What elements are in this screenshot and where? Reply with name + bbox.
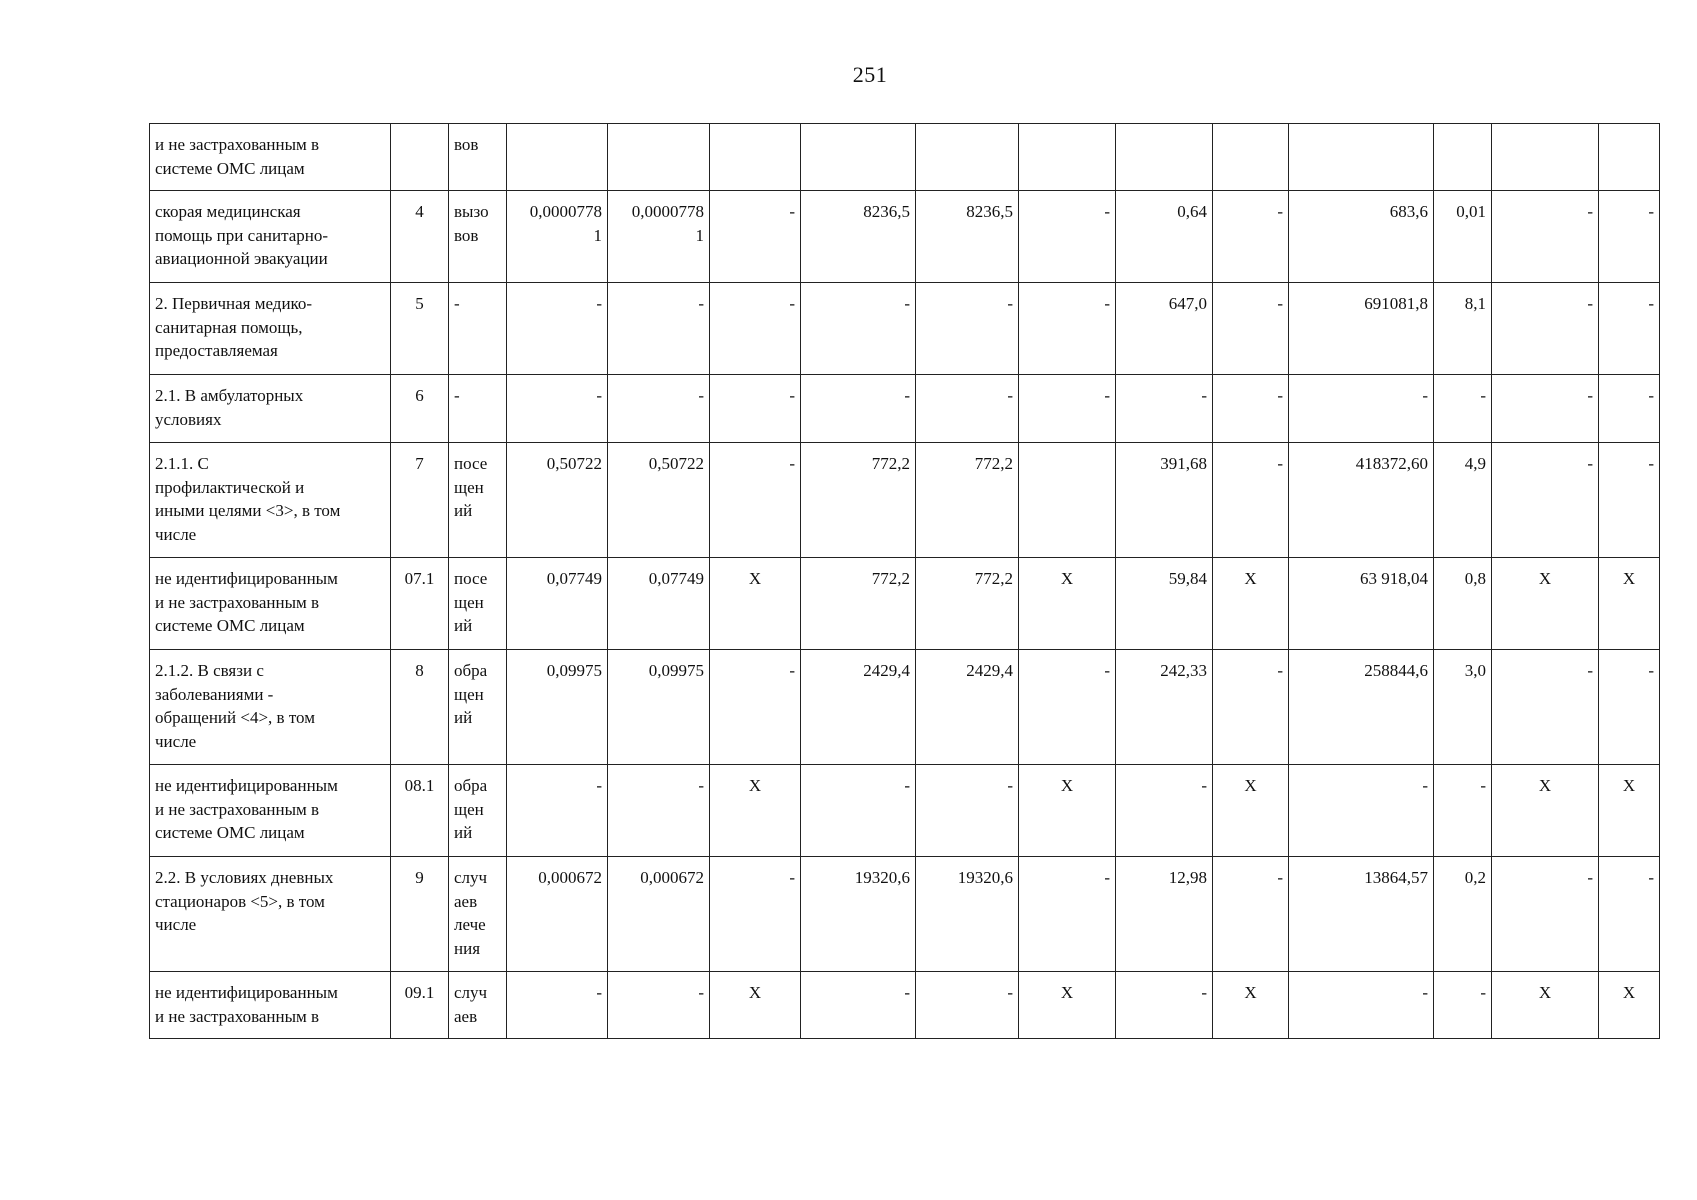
value-cell [1019,124,1116,191]
value-cell: 772,2 [916,558,1019,650]
name-line: не идентифицированным [155,776,338,795]
unit-line: ий [454,708,473,727]
value-cell: - [710,443,801,558]
unit-line: посе [454,569,488,588]
value-cell: - [1434,972,1492,1039]
table-row [150,558,1660,650]
row-name-cell [150,558,391,650]
unit-line: посе [454,454,488,473]
value-cell: X [1492,972,1599,1039]
row-name-cell [150,283,391,375]
value-cell: - [1289,375,1434,443]
unit-line: обра [454,661,488,680]
value-cell: - [1019,650,1116,765]
unit-line: аев [454,1006,478,1026]
value-cell [608,124,710,191]
value-cell: 691081,8 [1289,283,1434,375]
value-cell [507,191,608,283]
name-line: условиях [155,409,222,429]
value-cell [1116,124,1213,191]
unit-line: вов [454,225,479,245]
value-cell: 772,2 [801,558,916,650]
value-cell: - [916,375,1019,443]
name-line: и не застрахованным в [155,1006,320,1026]
row-name-cell [150,443,391,558]
unit-line: ий [454,501,473,520]
name-line: 2.1.2. В связи с [155,661,264,680]
value-cell: 391,68 [1116,443,1213,558]
name-line: и не застрахованным в [155,135,320,154]
value-cell: - [507,375,608,443]
value-cell: 8236,5 [801,191,916,283]
row-number-cell: 5 [391,283,449,375]
row-name-cell [150,972,391,1039]
value-cell: - [801,972,916,1039]
value-cell: - [710,375,801,443]
value-cell: 0,000672 [507,857,608,972]
row-number-cell: 8 [391,650,449,765]
value-cell [1213,124,1289,191]
unit-cell [449,124,507,191]
value-cell: X [1213,558,1289,650]
row-number-cell: 7 [391,443,449,558]
value-cell: 19320,6 [916,857,1019,972]
unit-line: ий [454,616,473,635]
value-cell: 0,07749 [507,558,608,650]
value-cell: - [1019,283,1116,375]
value-cell: - [1213,375,1289,443]
table-row [150,283,1660,375]
value-cell: - [1116,972,1213,1039]
row-name-cell [150,765,391,857]
value-cell: - [507,765,608,857]
value-cell: 683,6 [1289,191,1434,283]
name-line: авиационной эвакуации [155,249,328,268]
table-row [150,443,1660,558]
value-cell: - [1492,283,1599,375]
row-number-cell: 4 [391,191,449,283]
value-cell: - [916,283,1019,375]
value-cell: 772,2 [916,443,1019,558]
unit-line: обра [454,776,488,795]
value-cell [916,124,1019,191]
value-cell: 4,9 [1434,443,1492,558]
data-table [149,123,1660,1039]
name-line: не идентифицированным [155,569,338,588]
value-cell: 0,09975 [507,650,608,765]
unit-line: вов [454,135,479,154]
name-line: числе [155,731,197,751]
table-row [150,191,1660,283]
row-number-cell: 9 [391,857,449,972]
value-cell [1289,124,1434,191]
table-row [150,375,1660,443]
value-cell: - [1019,857,1116,972]
value-cell: X [1213,765,1289,857]
name-line: санитарная помощь, [155,317,303,337]
value-cell: - [608,972,710,1039]
table-row [150,124,1660,191]
unit-line: вызо [454,202,489,221]
value-cell: X [1019,765,1116,857]
value-cell [608,191,710,283]
name-line: системе ОМС лицам [155,158,305,178]
value-cell: X [710,765,801,857]
unit-line: - [454,294,460,313]
value-line: 1 [695,225,704,245]
value-line: 0,0000778 [529,202,602,221]
value-cell: - [1213,650,1289,765]
name-line: и не застрахованным в [155,592,320,612]
table-row [150,972,1660,1039]
value-cell: - [1599,650,1660,765]
row-name-cell [150,124,391,191]
unit-cell [449,650,507,765]
value-cell: - [1116,375,1213,443]
value-cell: - [801,283,916,375]
value-cell: X [1492,765,1599,857]
row-number-cell: 08.1 [391,765,449,857]
name-line: 2.1. В амбулаторных [155,386,304,405]
row-number-cell: 6 [391,375,449,443]
value-cell: 647,0 [1116,283,1213,375]
value-cell: - [1019,375,1116,443]
value-cell: 772,2 [801,443,916,558]
value-cell: 258844,6 [1289,650,1434,765]
value-cell: 0,000672 [608,857,710,972]
value-cell: 13864,57 [1289,857,1434,972]
row-name-cell [150,857,391,972]
name-line: иными целями <3>, в том [155,501,341,520]
value-cell: - [710,283,801,375]
table-row [150,765,1660,857]
name-line: числе [155,915,197,934]
name-line: не идентифицированным [155,983,338,1002]
name-line: предоставляемая [155,341,278,360]
value-cell [1492,124,1599,191]
value-cell: 19320,6 [801,857,916,972]
row-name-cell [150,650,391,765]
unit-cell [449,765,507,857]
value-cell: X [1492,558,1599,650]
value-cell: 418372,60 [1289,443,1434,558]
unit-line: - [454,386,460,405]
table-body [150,124,1660,1039]
value-cell: - [1599,857,1660,972]
value-cell: - [1213,857,1289,972]
unit-line: ния [454,938,481,958]
value-cell [801,124,916,191]
value-cell: X [1599,765,1660,857]
value-cell: - [916,765,1019,857]
unit-line: ий [454,823,473,842]
value-cell: 59,84 [1116,558,1213,650]
unit-line: щен [454,799,484,819]
value-cell: 8,1 [1434,283,1492,375]
unit-cell [449,857,507,972]
table-row [150,650,1660,765]
name-line: и не застрахованным в [155,799,320,819]
row-number-cell: 09.1 [391,972,449,1039]
value-cell: X [710,558,801,650]
value-cell [1599,124,1660,191]
name-line: 2.2. В условиях дневных [155,868,334,887]
name-line: стационаров <5>, в том [155,891,325,911]
value-cell: 2429,4 [916,650,1019,765]
unit-line: случ [454,983,488,1002]
value-cell: 0,2 [1434,857,1492,972]
value-cell: - [1492,191,1599,283]
value-cell: - [1599,443,1660,558]
name-line: системе ОМС лицам [155,616,305,635]
row-number-cell [391,124,449,191]
value-cell: X [710,972,801,1039]
value-cell: - [1289,765,1434,857]
unit-cell [449,283,507,375]
value-cell: - [1599,283,1660,375]
value-cell [710,124,801,191]
value-cell: - [916,972,1019,1039]
value-cell: - [1492,375,1599,443]
value-cell: 242,33 [1116,650,1213,765]
value-cell: - [1492,650,1599,765]
value-cell: - [710,650,801,765]
value-cell: 3,0 [1434,650,1492,765]
value-cell: X [1019,558,1116,650]
value-cell: 2429,4 [801,650,916,765]
unit-cell [449,375,507,443]
value-cell: - [1434,765,1492,857]
value-cell: - [710,191,801,283]
value-cell: - [710,857,801,972]
value-cell: - [1434,375,1492,443]
value-cell: 0,50722 [608,443,710,558]
name-line: обращений <4>, в том [155,708,315,727]
unit-line: щен [454,684,484,704]
value-cell: 0,09975 [608,650,710,765]
value-cell: 12,98 [1116,857,1213,972]
row-number-cell: 07.1 [391,558,449,650]
unit-cell [449,558,507,650]
value-cell: - [1213,191,1289,283]
value-line: 0,0000778 [631,202,704,221]
name-line: помощь при санитарно- [155,225,329,245]
value-cell: - [1599,375,1660,443]
row-name-cell [150,375,391,443]
value-cell: X [1599,972,1660,1039]
value-cell: 0,64 [1116,191,1213,283]
value-cell: - [801,765,916,857]
unit-cell [449,443,507,558]
name-line: профилактической и [155,477,305,497]
name-line: 2.1.1. С [155,454,209,473]
value-cell: X [1019,972,1116,1039]
value-cell: - [1492,857,1599,972]
value-cell: - [608,765,710,857]
value-cell: - [1213,443,1289,558]
value-line: 1 [593,225,602,245]
value-cell: - [1599,191,1660,283]
name-line: числе [155,524,197,544]
name-line: скорая медицинская [155,202,301,221]
value-cell: - [1213,283,1289,375]
row-name-cell [150,191,391,283]
value-cell: - [1116,765,1213,857]
value-cell: - [507,283,608,375]
unit-cell [449,191,507,283]
unit-line: случ [454,868,488,887]
value-cell: 63 918,04 [1289,558,1434,650]
value-cell: 0,01 [1434,191,1492,283]
unit-line: лече [454,915,486,934]
value-cell [507,124,608,191]
table-row [150,857,1660,972]
value-cell: - [1019,191,1116,283]
value-cell: 0,07749 [608,558,710,650]
unit-line: аев [454,891,478,911]
value-cell: 8236,5 [916,191,1019,283]
value-cell: - [801,375,916,443]
value-cell: X [1213,972,1289,1039]
value-cell: - [608,375,710,443]
value-cell [1434,124,1492,191]
name-line: 2. Первичная медико- [155,294,313,313]
value-cell: - [1289,972,1434,1039]
value-cell [1019,443,1116,558]
unit-line: щен [454,477,484,497]
value-cell: X [1599,558,1660,650]
page-number: 251 [852,62,888,87]
value-cell: - [1492,443,1599,558]
value-cell: - [507,972,608,1039]
value-cell: 0,50722 [507,443,608,558]
value-cell: 0,8 [1434,558,1492,650]
unit-cell [449,972,507,1039]
name-line: системе ОМС лицам [155,823,305,842]
name-line: заболеваниями - [155,684,274,704]
unit-line: щен [454,592,484,612]
value-cell: - [608,283,710,375]
